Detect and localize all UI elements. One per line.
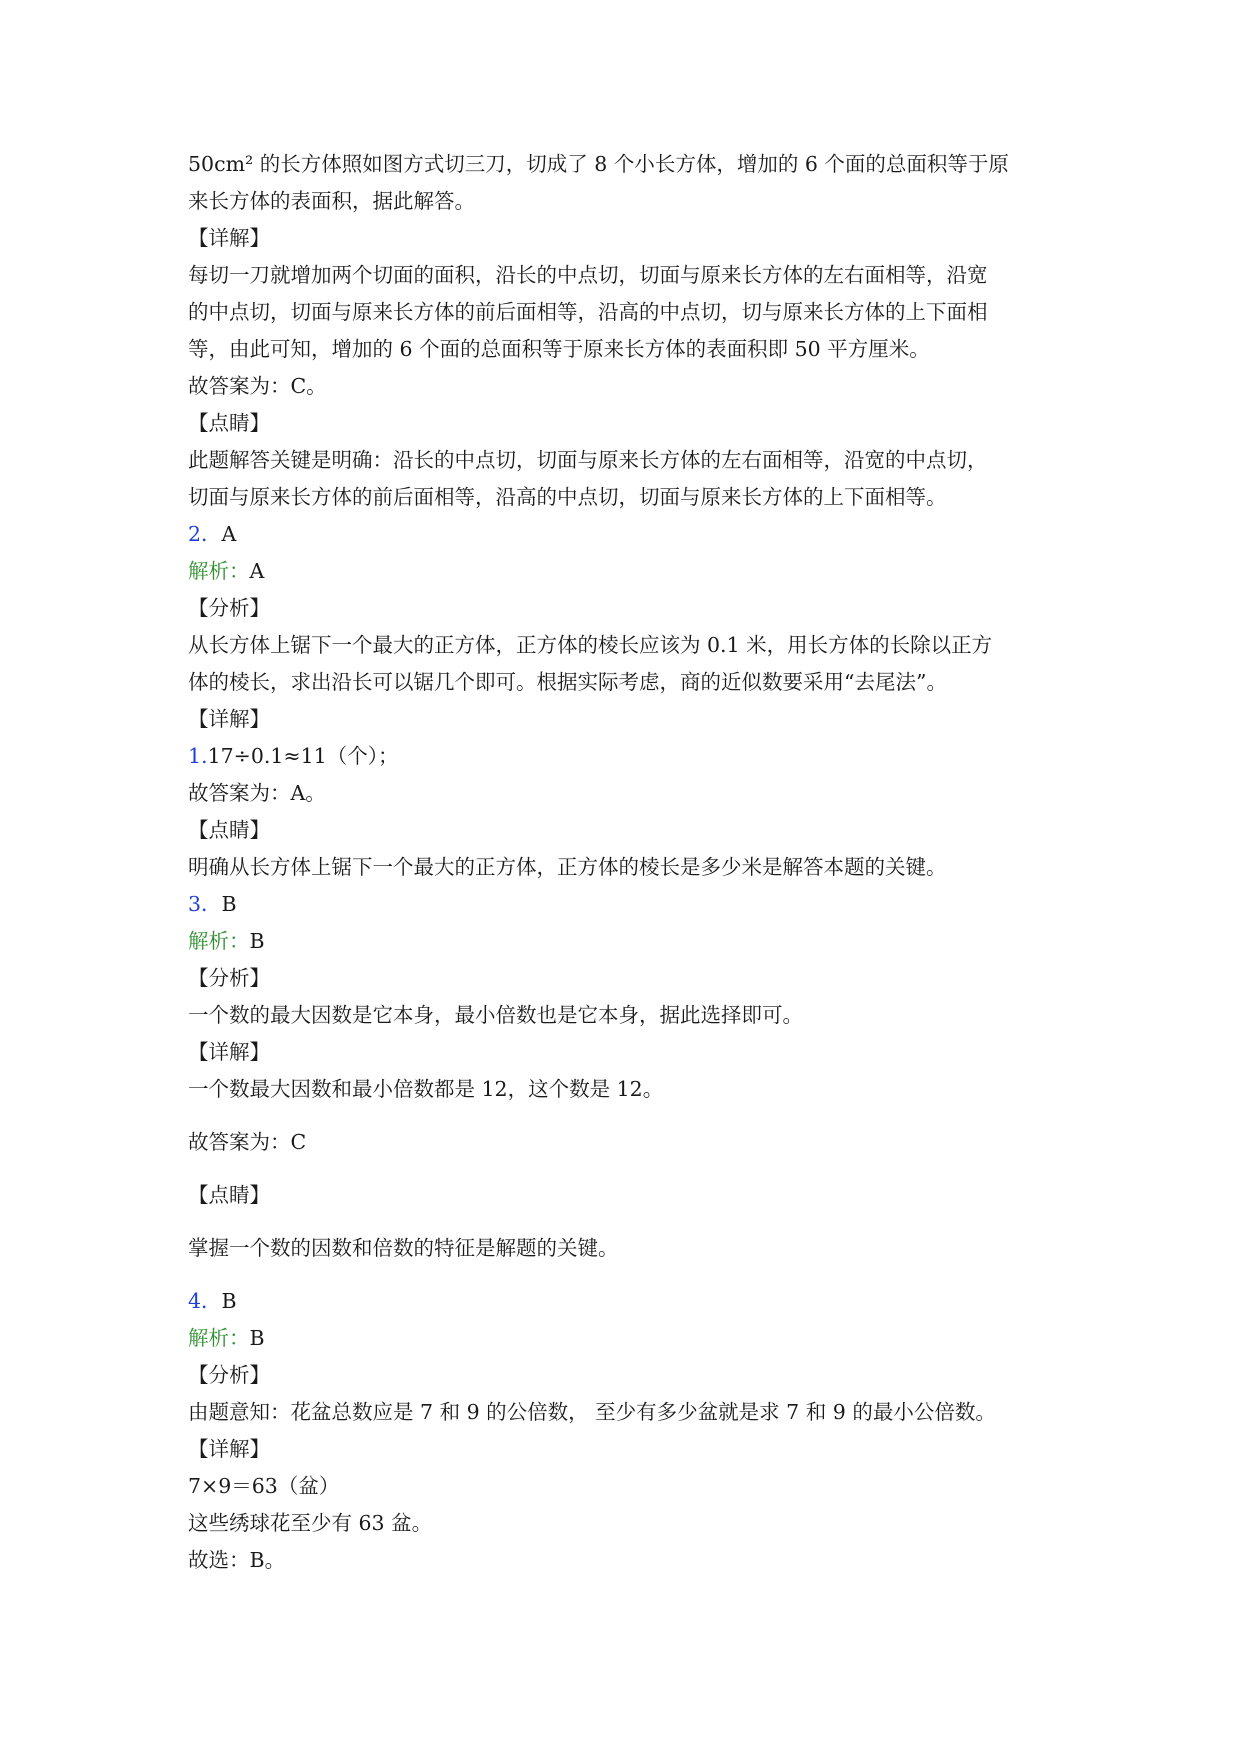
- tip-line: 掌握一个数的因数和倍数的特征是解题的关键。: [188, 1236, 619, 1260]
- question-answer-letter: B: [221, 1289, 237, 1313]
- jiexi-value: A: [249, 559, 265, 583]
- analysis-heading: 【分析】: [188, 1363, 270, 1387]
- analysis-heading: 【分析】: [188, 966, 270, 990]
- analysis-heading: 【分析】: [188, 596, 270, 620]
- jiexi-label: 解析：: [188, 929, 250, 953]
- jiexi-label: 解析：: [188, 1326, 250, 1350]
- detail-line: 的中点切，切面与原来长方体的前后面相等，沿高的中点切，切与原来长方体的上下面相: [188, 300, 988, 324]
- question-number: 4．: [188, 1289, 222, 1313]
- tip-heading: 【点睛】: [188, 411, 270, 435]
- tip-heading: 【点睛】: [188, 818, 270, 842]
- detail-heading: 【详解】: [188, 1040, 270, 1064]
- answer-line: 故答案为：C: [188, 1130, 307, 1154]
- detail-line: 一个数最大因数和最小倍数都是 12，这个数是 12。: [188, 1077, 664, 1101]
- detail-heading: 【详解】: [188, 226, 270, 250]
- tip-line: 切面与原来长方体的前后面相等，沿高的中点切，切面与原来长方体的上下面相等。: [188, 485, 947, 509]
- calc-line: 7×9＝63（盆）: [188, 1474, 340, 1498]
- analysis-line: 从长方体上锯下一个最大的正方体，正方体的棱长应该为 0.1 米，用长方体的长除以正方: [188, 633, 993, 657]
- question-answer-letter: A: [221, 522, 237, 546]
- detail-line: 等，由此可知，增加的 6 个面的总面积等于原来长方体的表面积即 50 平方厘米。: [188, 337, 930, 361]
- tip-line: 明确从长方体上锯下一个最大的正方体，正方体的棱长是多少米是解答本题的关键。: [188, 855, 947, 879]
- detail-heading: 【详解】: [188, 707, 270, 731]
- detail-line: 这些绣球花至少有 63 盆。: [188, 1511, 433, 1535]
- tip-heading: 【点睛】: [188, 1183, 270, 1207]
- analysis-line: 体的棱长，求出沿长可以锯几个即可。根据实际考虑，商的近似数要采用“去尾法”。: [188, 670, 947, 694]
- tip-line: 此题解答关键是明确：沿长的中点切，切面与原来长方体的左右面相等，沿宽的中点切，: [188, 448, 988, 472]
- calc-rest: 17÷0.1≈11（个）；: [207, 744, 399, 768]
- jiexi-label: 解析：: [188, 559, 250, 583]
- question-number: 2．: [188, 522, 222, 546]
- analysis-line: 一个数的最大因数是它本身，最小倍数也是它本身，据此选择即可。: [188, 1003, 803, 1027]
- answer-line: 故答案为：A。: [188, 781, 326, 805]
- intro-line: 50cm² 的长方体照如图方式切三刀，切成了 8 个小长方体，增加的 6 个面的总面积等于原: [188, 152, 1009, 176]
- question-3-header: [188, 886, 1068, 923]
- answer-line: 故选：B。: [188, 1548, 286, 1572]
- question-answer-letter: B: [221, 892, 237, 916]
- question-number: 3．: [188, 892, 222, 916]
- calc-line: [188, 738, 1068, 775]
- jiexi-value: B: [249, 929, 265, 953]
- jiexi-value: B: [249, 1326, 265, 1350]
- calc-head: 1.: [188, 744, 208, 768]
- jiexi-line: [188, 553, 1068, 590]
- question-2-header: [188, 516, 1068, 553]
- detail-heading: 【详解】: [188, 1437, 270, 1461]
- intro-line: 来长方体的表面积，据此解答。: [188, 189, 475, 213]
- analysis-line: 由题意知：花盆总数应是 7 和 9 的公倍数， 至少有多少盆就是求 7 和 9 的最小公倍数。: [188, 1400, 996, 1424]
- jiexi-line: [188, 923, 1068, 960]
- detail-line: 每切一刀就增加两个切面的面积，沿长的中点切，切面与原来长方体的左右面相等，沿宽: [188, 263, 988, 287]
- question-4-header: [188, 1283, 1068, 1320]
- answer-document: [188, 146, 1068, 1579]
- jiexi-line: [188, 1320, 1068, 1357]
- answer-line: 故答案为：C。: [188, 374, 327, 398]
